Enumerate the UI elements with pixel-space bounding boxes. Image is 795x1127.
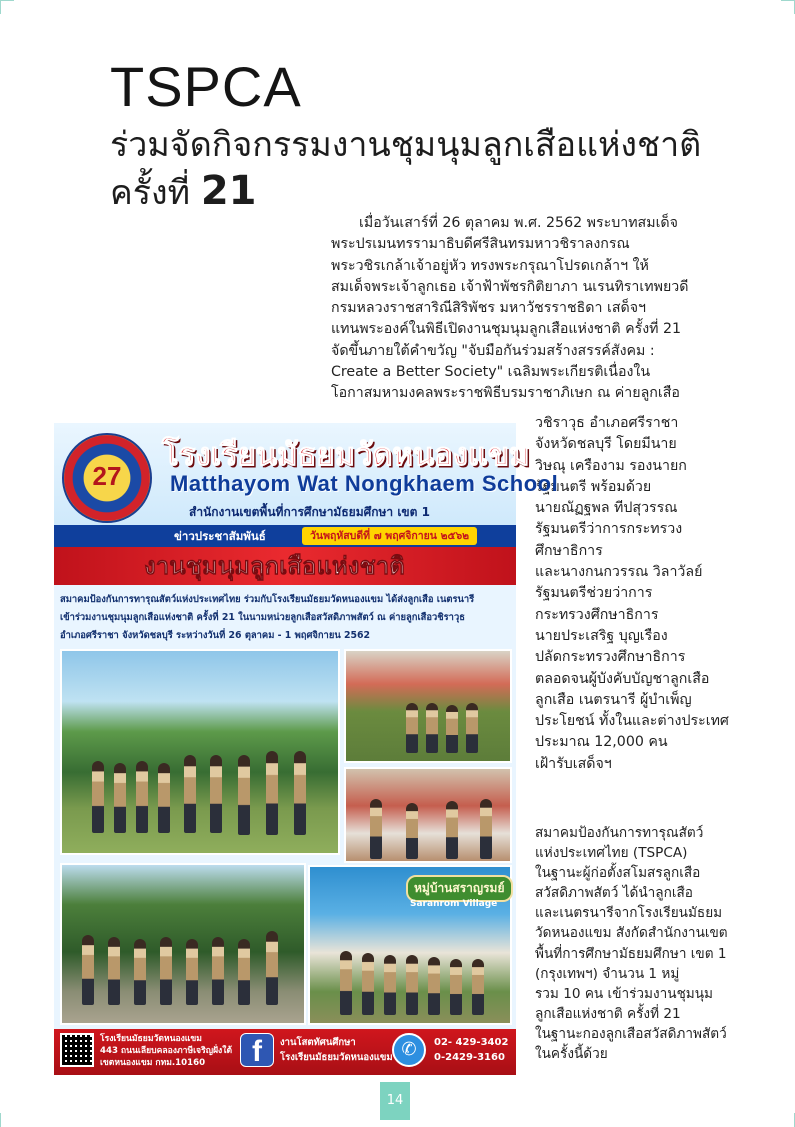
scout-figure: [406, 703, 418, 753]
side-line: สวัสดิภาพสัตว์ ได้นำลูกเสือ: [535, 885, 693, 902]
subtitle-line-2: [110, 168, 770, 216]
phone-icon: ✆: [392, 1033, 426, 1067]
side-line: ในครั้งนี้ด้วย: [535, 1046, 608, 1063]
phone-line: 0-2429-3160: [434, 1052, 505, 1063]
poster-desc-line: เข้าร่วมงานชุมนุมลูกเสือแห่งชาติ ครั้งที่ 21 ในนามหน่วยลูกเสือสวัสดิภาพสัตว์ ณ ค่ายลูกเสือวชิราวุธ: [60, 612, 465, 623]
side-line: รัฐมนตรี พร้อมด้วย: [535, 478, 652, 495]
scout-figure: [266, 931, 278, 1005]
address-line: เขตหนองแขม กทม.10160: [100, 1058, 206, 1068]
scout-figure: [114, 763, 126, 833]
village-sign-english: Saranrom Village: [410, 899, 498, 909]
side-paragraph-1: [535, 413, 765, 775]
school-address: [100, 1033, 232, 1069]
scout-figure: [406, 955, 418, 1015]
intro-line: เมื่อวันเสาร์ที่ 26 ตุลาคม พ.ศ. 2562 พระบาทสมเด็จ: [359, 215, 678, 231]
side-paragraph-2: [535, 823, 775, 1064]
side-line: ลูกเสือแห่งชาติ ครั้งที่ 21: [535, 1005, 681, 1022]
scout-figure: [466, 703, 478, 753]
village-sign-photo: [308, 865, 512, 1025]
facebook-line: งานโสตทัศนศึกษา: [280, 1037, 356, 1048]
side-line: วัดหนองแขม สังกัดสำนักงานเขต: [535, 925, 728, 942]
scout-figure: [426, 703, 438, 753]
scout-figure: [446, 801, 458, 859]
camp-tents-photo: [344, 649, 512, 763]
side-line: รวม 10 คน เข้าร่วมงานชุมนุม: [535, 985, 714, 1002]
scout-figure: [362, 953, 374, 1015]
phone-line: 02- 429-3402: [434, 1037, 509, 1048]
side-line: (กรุงเทพฯ) จำนวน 1 หมู่: [535, 965, 680, 982]
emblem-number: 27: [92, 461, 122, 491]
subtitle-word: ครั้งที่: [110, 173, 191, 213]
side-line: และนางกนกวรรณ วิลาวัลย์: [535, 564, 703, 581]
intro-line: สมเด็จพระเจ้าลูกเธอ เจ้าฟ้าพัชรกิติยาภา นเรนทิราเทพยวดี: [331, 278, 689, 295]
side-line: ในฐานะผู้ก่อตั้งสโมสรลูกเสือ: [535, 865, 701, 882]
education-office: สำนักงานเขตพื้นที่การศึกษามัธยมศึกษา เขต 1: [189, 505, 430, 519]
side-line: รัฐมนตรีช่วยว่าการ: [535, 585, 653, 602]
crop-mark: [781, 0, 795, 1]
crop-mark: [0, 0, 14, 1]
subtitle-line-1: ร่วมจัดกิจกรรมงานชุมนุมลูกเสือแห่งชาติ: [110, 125, 702, 165]
address-line: โรงเรียนมัธยมวัดหนองแขม: [100, 1034, 202, 1044]
side-line: และเนตรนารีจากโรงเรียนมัธยม: [535, 905, 723, 922]
scout-figure: [186, 939, 198, 1005]
intro-line: Create a Better Society" เฉลิมพระเกียรติเนื่องใน: [331, 364, 651, 381]
donation-photo: [344, 767, 512, 863]
scout-figure: [472, 959, 484, 1015]
scouts-group-photo: [60, 649, 340, 855]
crop-mark: [0, 0, 1, 14]
side-line: ศึกษาธิการ: [535, 542, 603, 559]
scout-figure: [212, 937, 224, 1005]
press-label: ข่าวประชาสัมพันธ์: [174, 529, 266, 543]
school-name-english: Matthayom Wat Nongkhaem School: [170, 471, 559, 496]
school-news-poster: [54, 423, 559, 1075]
phone-numbers: [434, 1035, 508, 1065]
scout-figure: [450, 959, 462, 1015]
poster-desc-line: สมาคมป้องกันการทารุณสัตว์แห่งประเทศไทย ร่วมกับโรงเรียนมัธยมวัดหนองแขม ได้ส่งลูกเสือ เนตรนารี: [60, 594, 475, 605]
side-line: ประโยชน์ ทั้งในและต่างประเทศ: [535, 713, 729, 730]
side-line: วิษณุ เครืองาม รองนายก: [535, 457, 687, 474]
side-line: เฝ้ารับเสด็จฯ: [535, 755, 612, 772]
side-line: รัฐมนตรีว่าการกระทรวง: [535, 521, 683, 538]
side-line: นายประเสริฐ บุญเรือง: [535, 627, 668, 644]
side-line: ในฐานะกองลูกเสือสวัสดิภาพสัตว์: [535, 1025, 727, 1042]
intro-line: จัดขึ้นภายใต้คำขวัญ "จับมือกันร่วมสร้างสรรค์สังคม :: [331, 342, 655, 359]
scout-figure: [266, 751, 278, 835]
poster-description: [60, 591, 510, 645]
scout-figure: [370, 799, 382, 859]
scout-figure: [160, 937, 172, 1005]
scout-figure: [428, 957, 440, 1015]
scout-figure: [108, 937, 120, 1005]
facebook-line: โรงเรียนมัธยมวัดหนองแขม: [280, 1052, 393, 1063]
scout-figure: [184, 755, 196, 833]
article-title: TSPCA: [110, 55, 302, 118]
school-emblem-icon: [62, 433, 152, 523]
scout-figure: [384, 955, 396, 1015]
facebook-page: [280, 1035, 393, 1065]
scout-figure: [158, 763, 170, 833]
scout-figure: [134, 939, 146, 1005]
scout-figure: [238, 755, 250, 835]
side-line: สมาคมป้องกันการทารุณสัตว์: [535, 825, 704, 841]
event-title: งานชุมนุมลูกเสือแห่งชาติ: [144, 552, 405, 580]
poster-date: วันพฤหัสบดีที่ ๗ พฤศจิกายน ๒๕๖๒: [302, 527, 477, 545]
side-line: ประมาณ 12,000 คน: [535, 734, 668, 751]
side-line: แห่งประเทศไทย (TSPCA): [535, 845, 688, 862]
intro-line: พระวชิรเกล้าเจ้าอยู่หัว ทรงพระกรุณาโปรดเกล้าฯ ให้: [331, 257, 649, 274]
side-line: ลูกเสือ เนตรนารี ผู้บำเพ็ญ: [535, 691, 692, 708]
intro-line: แทนพระองค์ในพิธีเปิดงานชุมนุมลูกเสือแห่งชาติ ครั้งที่ 21: [331, 321, 682, 338]
side-line: กระทรวงศึกษาธิการ: [535, 606, 659, 623]
scout-figure: [406, 803, 418, 859]
page-number: 14: [386, 1093, 404, 1108]
qr-code-icon: [60, 1033, 94, 1067]
facebook-icon: f: [240, 1033, 274, 1067]
village-sign: หมู่บ้านสราญรมย์: [406, 875, 513, 902]
side-line: นายณัฏฐพล ทีปสุวรรณ: [535, 500, 678, 517]
scout-figure: [92, 761, 104, 833]
scout-figure: [340, 951, 352, 1015]
side-line: พื้นที่การศึกษามัธยมศึกษา เขต 1: [535, 945, 727, 962]
intro-line: กรมหลวงราชสาริณีสิริพัชร มหาวัชรราชธิดา เสด็จฯ: [331, 300, 646, 317]
side-line: วชิราวุธ อำเภอศรีราชา: [535, 415, 679, 431]
intro-line: โอกาสมหามงคลพระราชพิธีบรมราชาภิเษก ณ ค่ายลูกเสือ: [331, 385, 680, 402]
scout-figure: [446, 705, 458, 753]
scout-figure: [82, 935, 94, 1005]
scout-figure: [238, 939, 250, 1005]
address-line: 443 ถนนเลียบคลองภาษีเจริญฝั่งใต้: [100, 1046, 233, 1056]
scout-figure: [294, 751, 306, 835]
school-name-thai: โรงเรียนมัธยมวัดหนองแขม: [162, 437, 530, 473]
scout-figure: [210, 755, 222, 833]
scout-figure: [136, 761, 148, 833]
side-line: ปลัดกระทรวงศึกษาธิการ: [535, 649, 686, 666]
scout-figure: [480, 799, 492, 859]
article-subtitle: [110, 122, 770, 216]
crop-mark: [0, 1113, 1, 1127]
intro-line: พระปรเมนทรรามาธิบดีศรีสินทรมหาวชิราลงกรณ: [331, 236, 630, 253]
side-line: จังหวัดชลบุรี โดยมีนาย: [535, 436, 677, 453]
side-line: ตลอดจนผู้บังคับบัญชาลูกเสือ: [535, 670, 710, 687]
edition-number: 21: [200, 168, 257, 214]
intro-paragraph: [331, 213, 771, 405]
banner-group-photo: [60, 863, 306, 1025]
poster-desc-line: อำเภอศรีราชา จังหวัดชลบุรี ระหว่างวันที่ 26 ตุลาคม - 1 พฤศจิกายน 2562: [60, 630, 371, 641]
